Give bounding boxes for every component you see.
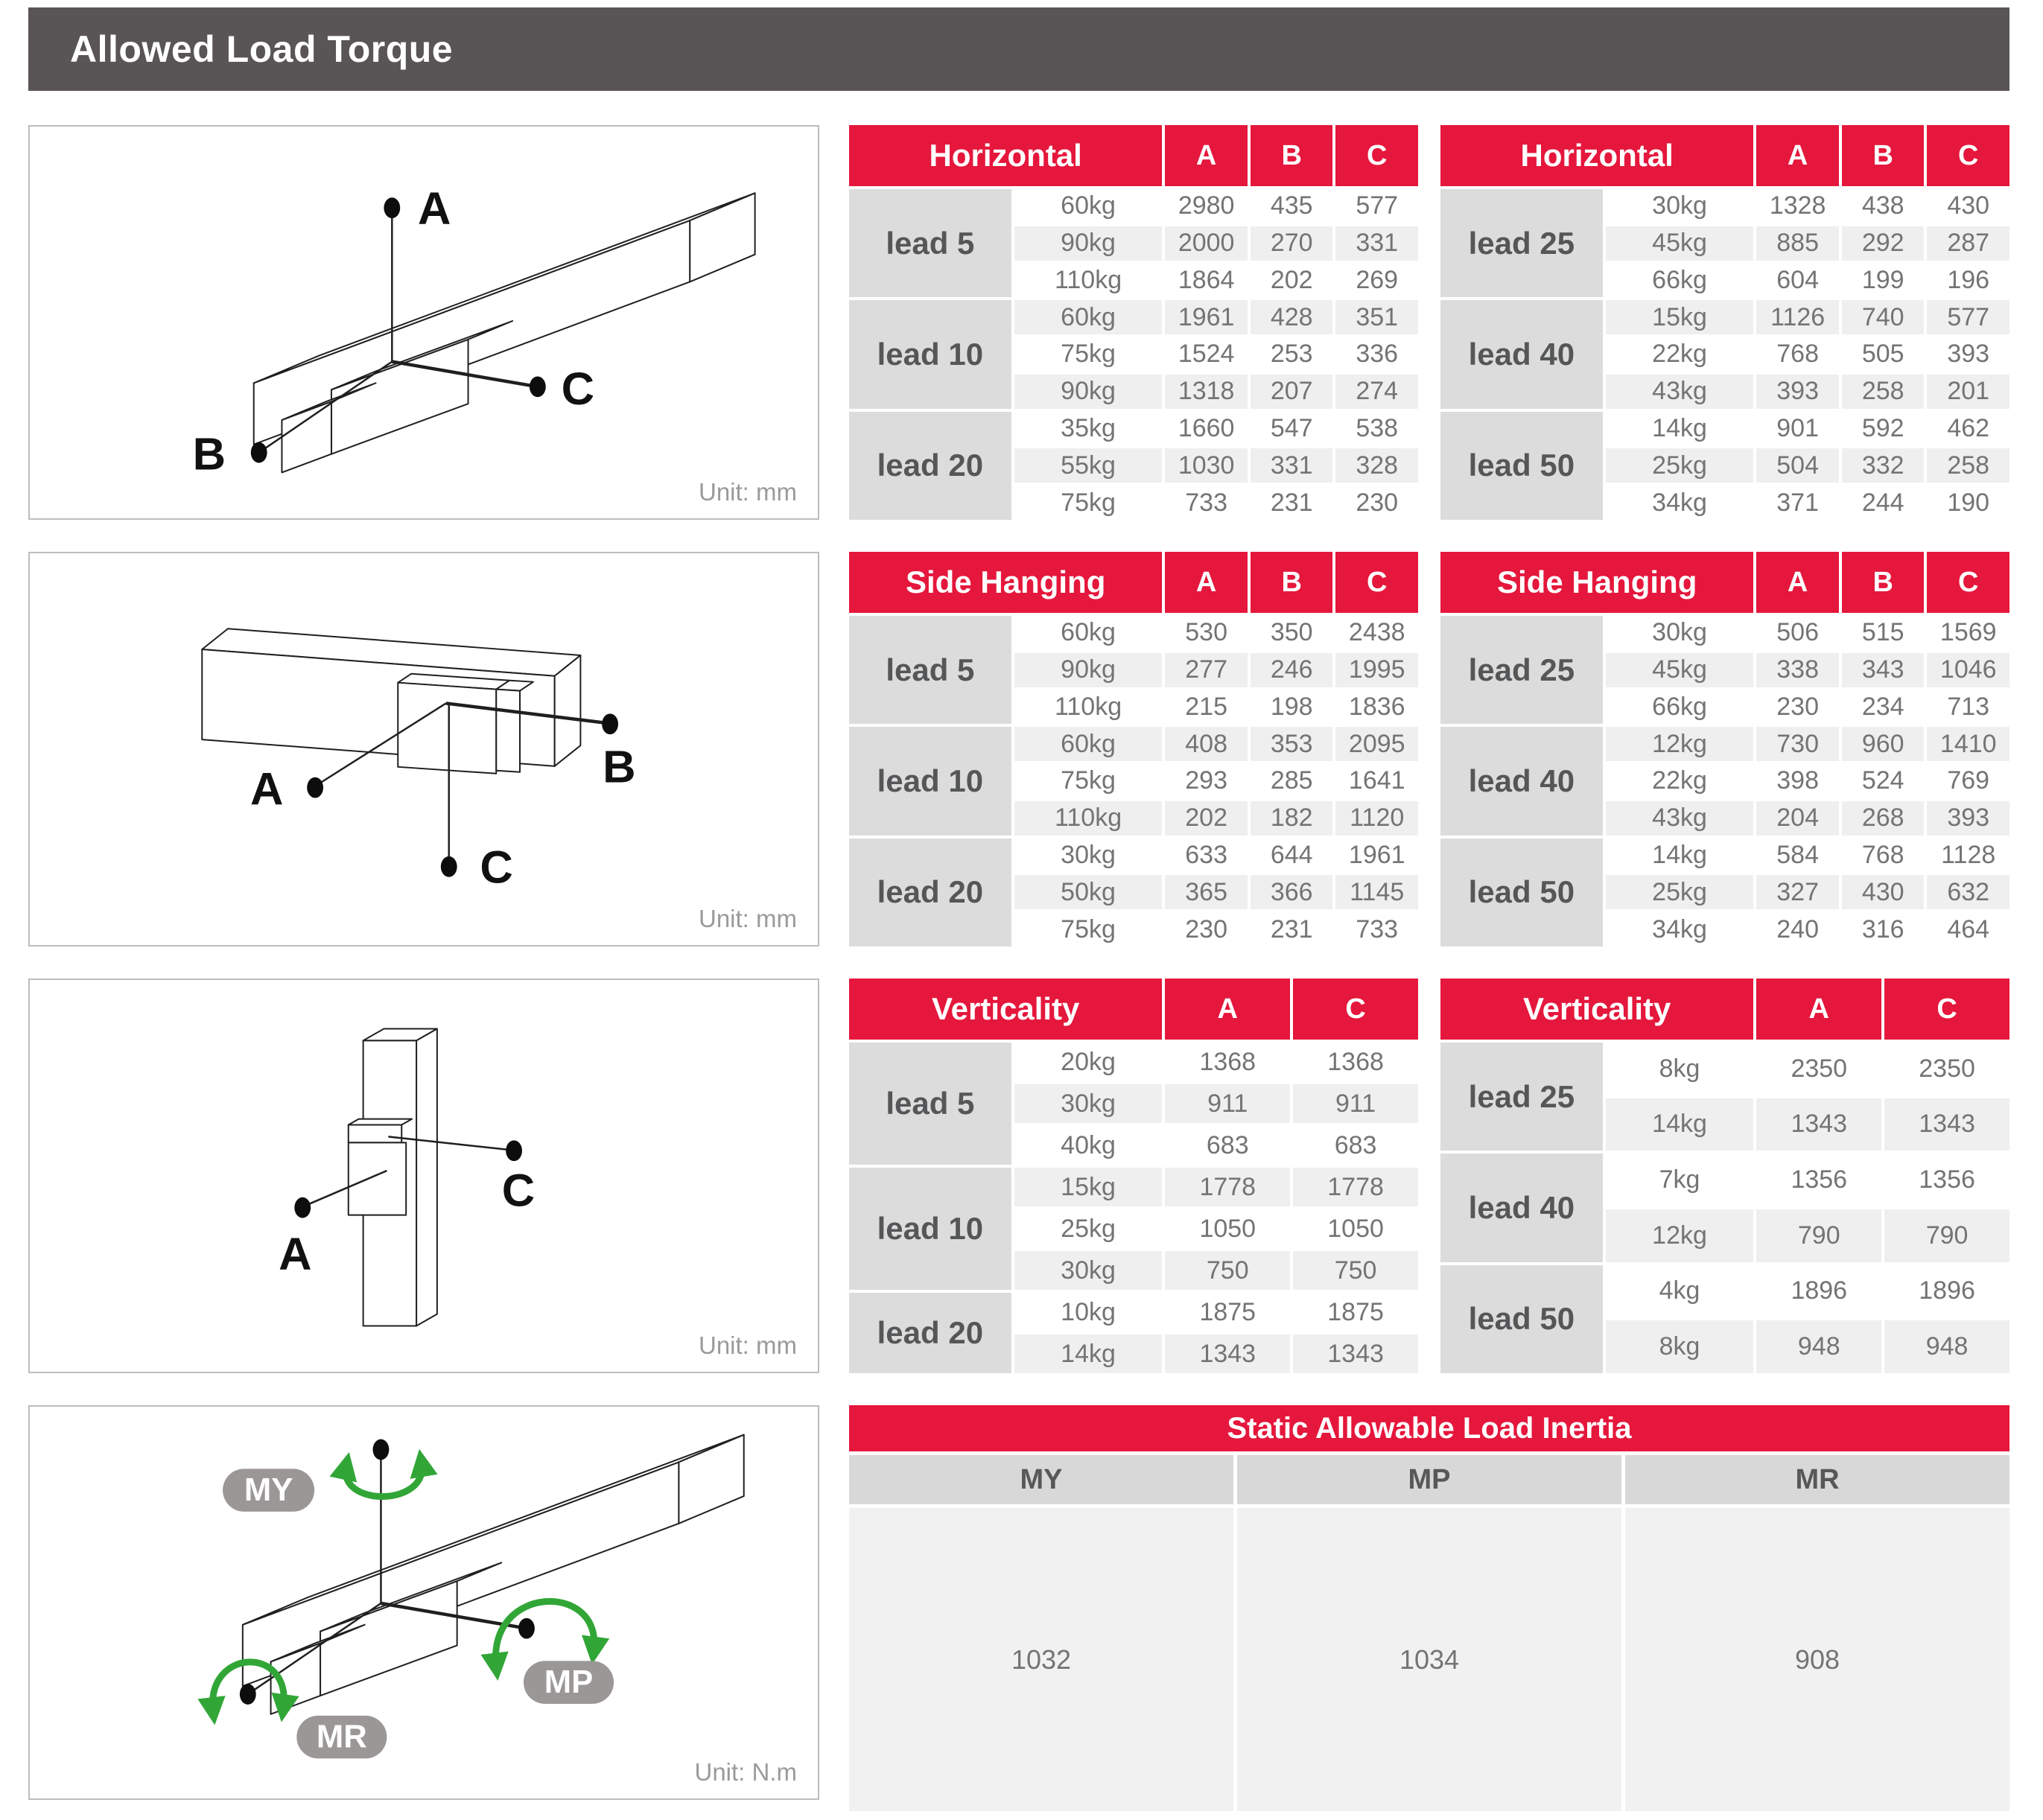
value-cell: 338 <box>1756 653 1839 687</box>
value-cell: 2350 <box>1884 1043 2009 1095</box>
value-cell: 1368 <box>1293 1043 1418 1081</box>
value-cell: 435 <box>1251 189 1333 223</box>
value-cell: 366 <box>1251 875 1333 909</box>
side-hanging-diagram-drawing <box>30 553 818 945</box>
weight-cell: 4kg <box>1606 1265 1754 1318</box>
weight-cell: 12kg <box>1606 1209 1754 1262</box>
value-cell: 231 <box>1251 912 1333 946</box>
weight-cell: 22kg <box>1606 764 1754 798</box>
column-header-b: B <box>1842 125 1925 186</box>
value-cell: 408 <box>1165 727 1248 761</box>
side-hanging-tables-row <box>849 552 2009 946</box>
value-cell: 790 <box>1756 1209 1881 1262</box>
value-cell: 713 <box>1927 690 2009 725</box>
weight-cell: 43kg <box>1606 375 1754 409</box>
side-hanging-load-table-lead25-50 <box>1440 552 2009 946</box>
weight-cell: 90kg <box>1014 653 1163 687</box>
verticality-orientation-diagram <box>28 979 819 1373</box>
column-header-a: A <box>1165 979 1290 1040</box>
value-cell: 547 <box>1251 412 1333 446</box>
column-header-b: B <box>1251 125 1333 186</box>
mp-rotation-arrow <box>496 1601 594 1667</box>
value-cell: 885 <box>1756 226 1839 261</box>
value-cell: 274 <box>1335 375 1418 409</box>
value-cell: 230 <box>1335 486 1418 520</box>
verticality-tables-row <box>849 979 2009 1373</box>
unit-label: Unit: N.m <box>694 1758 797 1786</box>
weight-cell: 75kg <box>1014 912 1163 946</box>
column-header-b: B <box>1842 552 1925 613</box>
weight-cell: 60kg <box>1014 616 1163 650</box>
column-header-c: C <box>1927 125 2009 186</box>
value-cell: 733 <box>1335 912 1418 946</box>
lead-label: lead 20 <box>849 412 1011 520</box>
weight-cell: 25kg <box>1606 875 1754 909</box>
value-cell: 1896 <box>1756 1265 1881 1318</box>
weight-cell: 15kg <box>1014 1168 1163 1206</box>
weight-cell: 110kg <box>1014 801 1163 836</box>
column-header-a: A <box>1756 552 1839 613</box>
table-title: Verticality <box>1440 979 1753 1040</box>
value-cell: 1660 <box>1165 412 1248 446</box>
axis-dot-c <box>506 1140 522 1161</box>
value-cell: 1875 <box>1293 1293 1418 1331</box>
lead-label: lead 20 <box>849 839 1011 946</box>
weight-cell: 14kg <box>1014 1334 1163 1373</box>
weight-cell: 75kg <box>1014 764 1163 798</box>
value-cell: 2980 <box>1165 189 1248 223</box>
table-title: Horizontal <box>1440 125 1753 186</box>
value-cell: 269 <box>1335 264 1418 298</box>
value-cell: 198 <box>1251 690 1333 725</box>
lead-label: lead 10 <box>849 727 1011 835</box>
axis-label-b: B <box>603 741 636 793</box>
weight-cell: 22kg <box>1606 337 1754 372</box>
value-cell: 1343 <box>1293 1334 1418 1373</box>
horizontal-load-table-lead5-20 <box>849 125 1418 520</box>
value-cell: 505 <box>1842 337 1925 372</box>
side-hanging-load-table-lead5-20 <box>849 552 1418 946</box>
value-cell: 430 <box>1927 189 2009 223</box>
column-header-a: A <box>1756 979 1881 1040</box>
value-cell: 258 <box>1842 375 1925 409</box>
table-title: Verticality <box>849 979 1162 1040</box>
axis-dot-b <box>251 442 267 463</box>
weight-cell: 8kg <box>1606 1320 1754 1373</box>
table-title: Side Hanging <box>1440 552 1753 613</box>
value-cell: 577 <box>1927 300 2009 334</box>
datasheet-page <box>28 7 2009 1811</box>
value-cell: 268 <box>1842 801 1925 836</box>
lead-label: lead 20 <box>849 1293 1011 1373</box>
unit-label: Unit: mm <box>699 478 797 506</box>
value-cell: 506 <box>1756 616 1839 650</box>
table-title: Side Hanging <box>849 552 1162 613</box>
axis-label-a: A <box>279 1229 312 1281</box>
weight-cell: 14kg <box>1606 1098 1754 1151</box>
weight-cell: 30kg <box>1606 189 1754 223</box>
lead-label: lead 50 <box>1440 839 1603 946</box>
mp-label-pill <box>524 1661 614 1704</box>
value-cell: 1126 <box>1756 300 1839 334</box>
value-cell: 768 <box>1756 337 1839 372</box>
value-cell: 901 <box>1756 412 1839 446</box>
moment-axes-diagram <box>28 1405 819 1800</box>
mr-label-pill <box>296 1716 387 1759</box>
weight-cell: 30kg <box>1606 616 1754 650</box>
value-cell: 948 <box>1756 1320 1881 1373</box>
axis-label-a: A <box>418 183 451 235</box>
lead-label: lead 25 <box>1440 1043 1603 1151</box>
horizontal-diagram-drawing <box>30 127 818 518</box>
value-cell: 327 <box>1756 875 1839 909</box>
axis-dot-c <box>530 376 546 397</box>
rail-3d-wireframe <box>240 1435 744 1714</box>
static-column-header-mp: MP <box>1237 1455 1621 1504</box>
value-cell: 428 <box>1251 300 1333 334</box>
value-cell: 287 <box>1927 226 2009 261</box>
value-cell: 584 <box>1756 839 1839 873</box>
value-cell: 393 <box>1756 375 1839 409</box>
value-cell: 190 <box>1927 486 2009 520</box>
value-cell: 683 <box>1293 1126 1418 1165</box>
value-cell: 398 <box>1756 764 1839 798</box>
value-cell: 1410 <box>1927 727 2009 761</box>
column-header-c: C <box>1335 125 1418 186</box>
weight-cell: 110kg <box>1014 264 1163 298</box>
verticality-load-table-lead25-50 <box>1440 979 2009 1373</box>
value-cell: 1145 <box>1335 875 1418 909</box>
value-cell: 201 <box>1927 375 2009 409</box>
lead-label: lead 5 <box>849 189 1011 297</box>
value-cell: 683 <box>1165 1126 1290 1165</box>
weight-cell: 75kg <box>1014 337 1163 372</box>
value-cell: 2000 <box>1165 226 1248 261</box>
value-cell: 430 <box>1842 875 1925 909</box>
weight-cell: 50kg <box>1014 875 1163 909</box>
weight-cell: 10kg <box>1014 1293 1163 1331</box>
value-cell: 2438 <box>1335 616 1418 650</box>
value-cell: 1318 <box>1165 375 1248 409</box>
value-cell: 207 <box>1251 375 1333 409</box>
axis-dot-a <box>307 777 323 798</box>
value-cell: 1343 <box>1884 1098 2009 1151</box>
static-table-title: Static Allowable Load Inertia <box>849 1405 2009 1451</box>
unit-label: Unit: mm <box>699 905 797 932</box>
value-cell: 1778 <box>1293 1168 1418 1206</box>
lead-label: lead 50 <box>1440 1265 1603 1373</box>
value-cell: 632 <box>1927 875 2009 909</box>
static-allowable-load-inertia-table <box>849 1405 2009 1811</box>
column-header-c: C <box>1884 979 2009 1040</box>
value-cell: 371 <box>1756 486 1839 520</box>
axis-dot-a <box>294 1197 311 1218</box>
my-rotation-arrow <box>346 1463 422 1496</box>
column-header-c: C <box>1927 552 2009 613</box>
value-cell: 1368 <box>1165 1043 1290 1081</box>
horizontal-tables-row <box>849 125 2009 520</box>
value-cell: 293 <box>1165 764 1248 798</box>
side-hanging-orientation-diagram <box>28 552 819 946</box>
axis-label-a: A <box>250 763 284 815</box>
value-cell: 196 <box>1927 264 2009 298</box>
weight-cell: 25kg <box>1014 1209 1163 1248</box>
weight-cell: 75kg <box>1014 486 1163 520</box>
value-cell: 1030 <box>1165 448 1248 483</box>
value-cell: 1343 <box>1756 1098 1881 1151</box>
value-cell: 230 <box>1165 912 1248 946</box>
lead-label: lead 5 <box>849 616 1011 724</box>
value-cell: 215 <box>1165 690 1248 725</box>
axis-label-c: C <box>561 363 595 416</box>
value-cell: 1050 <box>1293 1209 1418 1248</box>
value-cell: 1050 <box>1165 1209 1290 1248</box>
mr-label: MR <box>316 1718 367 1755</box>
axis-dot-a <box>384 197 400 218</box>
weight-cell: 15kg <box>1606 300 1754 334</box>
value-cell: 1896 <box>1884 1265 2009 1318</box>
value-cell: 1961 <box>1165 300 1248 334</box>
value-cell: 202 <box>1251 264 1333 298</box>
value-cell: 911 <box>1293 1084 1418 1123</box>
axis-label-c: C <box>480 841 513 894</box>
value-cell: 202 <box>1165 801 1248 836</box>
weight-cell: 90kg <box>1014 375 1163 409</box>
moment-diagram-drawing <box>30 1407 818 1798</box>
value-cell: 1641 <box>1335 764 1418 798</box>
my-label: MY <box>244 1471 293 1509</box>
value-cell: 1875 <box>1165 1293 1290 1331</box>
static-value-mr: 908 <box>1625 1508 2009 1811</box>
value-cell: 182 <box>1251 801 1333 836</box>
value-cell: 1778 <box>1165 1168 1290 1206</box>
value-cell: 231 <box>1251 486 1333 520</box>
value-cell: 336 <box>1335 337 1418 372</box>
column-header-c: C <box>1293 979 1418 1040</box>
weight-cell: 66kg <box>1606 690 1754 725</box>
value-cell: 199 <box>1842 264 1925 298</box>
axis-label-c: C <box>501 1165 536 1217</box>
weight-cell: 12kg <box>1606 727 1754 761</box>
value-cell: 277 <box>1165 653 1248 687</box>
my-label-pill <box>223 1469 314 1512</box>
column-header-a: A <box>1165 125 1248 186</box>
value-cell: 331 <box>1335 226 1418 261</box>
value-cell: 790 <box>1884 1209 2009 1262</box>
value-cell: 530 <box>1165 616 1248 650</box>
value-cell: 1356 <box>1756 1154 1881 1206</box>
rail-3d-wireframe <box>349 1029 437 1326</box>
value-cell: 911 <box>1165 1084 1290 1123</box>
weight-cell: 60kg <box>1014 189 1163 223</box>
weight-cell: 20kg <box>1014 1043 1163 1081</box>
value-cell: 316 <box>1842 912 1925 946</box>
value-cell: 393 <box>1927 801 2009 836</box>
weight-cell: 34kg <box>1606 486 1754 520</box>
weight-cell: 34kg <box>1606 912 1754 946</box>
value-cell: 292 <box>1842 226 1925 261</box>
value-cell: 524 <box>1842 764 1925 798</box>
value-cell: 351 <box>1335 300 1418 334</box>
value-cell: 438 <box>1842 189 1925 223</box>
horizontal-load-table-lead25-50 <box>1440 125 2009 520</box>
weight-cell: 30kg <box>1014 1084 1163 1123</box>
lead-label: lead 40 <box>1440 300 1603 408</box>
page-title-bar <box>28 7 2009 91</box>
value-cell: 285 <box>1251 764 1333 798</box>
lead-label: lead 40 <box>1440 727 1603 835</box>
axis-dot-c <box>441 856 457 877</box>
static-column-header-my: MY <box>849 1455 1233 1504</box>
value-cell: 768 <box>1842 839 1925 873</box>
weight-cell: 45kg <box>1606 226 1754 261</box>
value-cell: 230 <box>1756 690 1839 725</box>
page-title: Allowed Load Torque <box>70 28 454 70</box>
value-cell: 1864 <box>1165 264 1248 298</box>
lead-label: lead 25 <box>1440 189 1603 297</box>
value-cell: 1961 <box>1335 839 1418 873</box>
lead-label: lead 10 <box>849 1168 1011 1290</box>
value-cell: 462 <box>1927 412 2009 446</box>
value-cell: 740 <box>1842 300 1925 334</box>
value-cell: 577 <box>1335 189 1418 223</box>
value-cell: 769 <box>1927 764 2009 798</box>
weight-cell: 35kg <box>1014 412 1163 446</box>
value-cell: 328 <box>1335 448 1418 483</box>
value-cell: 604 <box>1756 264 1839 298</box>
static-value-my: 1032 <box>849 1508 1233 1811</box>
value-cell: 365 <box>1165 875 1248 909</box>
value-cell: 270 <box>1251 226 1333 261</box>
lead-label: lead 5 <box>849 1043 1011 1165</box>
value-cell: 730 <box>1756 727 1839 761</box>
table-title: Horizontal <box>849 125 1162 186</box>
value-cell: 343 <box>1842 653 1925 687</box>
value-cell: 331 <box>1251 448 1333 483</box>
value-cell: 592 <box>1842 412 1925 446</box>
value-cell: 1128 <box>1927 839 2009 873</box>
value-cell: 538 <box>1335 412 1418 446</box>
rail-3d-wireframe <box>254 193 755 472</box>
value-cell: 515 <box>1842 616 1925 650</box>
value-cell: 258 <box>1927 448 2009 483</box>
value-cell: 1046 <box>1927 653 2009 687</box>
value-cell: 2350 <box>1756 1043 1881 1095</box>
lead-label: lead 40 <box>1440 1154 1603 1261</box>
value-cell: 234 <box>1842 690 1925 725</box>
weight-cell: 66kg <box>1606 264 1754 298</box>
value-cell: 240 <box>1756 912 1839 946</box>
column-header-a: A <box>1165 552 1248 613</box>
column-header-a: A <box>1756 125 1839 186</box>
axis-label-b: B <box>192 428 226 480</box>
content-area <box>28 125 2009 1811</box>
verticality-load-table-lead5-20 <box>849 979 1418 1373</box>
weight-cell: 110kg <box>1014 690 1163 725</box>
value-cell: 350 <box>1251 616 1333 650</box>
value-cell: 244 <box>1842 486 1925 520</box>
column-header-c: C <box>1335 552 1418 613</box>
value-cell: 393 <box>1927 337 2009 372</box>
weight-cell: 7kg <box>1606 1154 1754 1206</box>
value-cell: 504 <box>1756 448 1839 483</box>
value-cell: 633 <box>1165 839 1248 873</box>
value-cell: 2095 <box>1335 727 1418 761</box>
value-cell: 464 <box>1927 912 2009 946</box>
value-cell: 1356 <box>1884 1154 2009 1206</box>
column-header-b: B <box>1251 552 1333 613</box>
weight-cell: 60kg <box>1014 727 1163 761</box>
verticality-diagram-drawing <box>30 980 818 1372</box>
unit-label: Unit: mm <box>699 1331 797 1359</box>
weight-cell: 45kg <box>1606 653 1754 687</box>
value-cell: 1328 <box>1756 189 1839 223</box>
value-cell: 1524 <box>1165 337 1248 372</box>
lead-label: lead 50 <box>1440 412 1603 520</box>
tables-column <box>849 125 2009 1811</box>
value-cell: 1995 <box>1335 653 1418 687</box>
weight-cell: 30kg <box>1014 839 1163 873</box>
weight-cell: 90kg <box>1014 226 1163 261</box>
value-cell: 332 <box>1842 448 1925 483</box>
weight-cell: 60kg <box>1014 300 1163 334</box>
value-cell: 1569 <box>1927 616 2009 650</box>
value-cell: 960 <box>1842 727 1925 761</box>
value-cell: 733 <box>1165 486 1248 520</box>
value-cell: 1836 <box>1335 690 1418 725</box>
weight-cell: 30kg <box>1014 1251 1163 1290</box>
diagrams-column <box>28 125 819 1811</box>
mp-label: MP <box>544 1664 594 1701</box>
value-cell: 1120 <box>1335 801 1418 836</box>
weight-cell: 8kg <box>1606 1043 1754 1095</box>
value-cell: 204 <box>1756 801 1839 836</box>
weight-cell: 14kg <box>1606 412 1754 446</box>
weight-cell: 14kg <box>1606 839 1754 873</box>
value-cell: 246 <box>1251 653 1333 687</box>
value-cell: 948 <box>1884 1320 2009 1373</box>
static-value-mp: 1034 <box>1237 1508 1621 1811</box>
lead-label: lead 10 <box>849 300 1011 408</box>
weight-cell: 55kg <box>1014 448 1163 483</box>
weight-cell: 43kg <box>1606 801 1754 836</box>
value-cell: 644 <box>1251 839 1333 873</box>
value-cell: 750 <box>1293 1251 1418 1290</box>
value-cell: 1343 <box>1165 1334 1290 1373</box>
value-cell: 353 <box>1251 727 1333 761</box>
weight-cell: 25kg <box>1606 448 1754 483</box>
static-column-header-mr: MR <box>1625 1455 2009 1504</box>
axis-dot-b <box>602 713 618 734</box>
value-cell: 253 <box>1251 337 1333 372</box>
rail-3d-wireframe <box>202 629 580 774</box>
lead-label: lead 25 <box>1440 616 1603 724</box>
value-cell: 750 <box>1165 1251 1290 1290</box>
weight-cell: 40kg <box>1014 1126 1163 1165</box>
horizontal-orientation-diagram <box>28 125 819 520</box>
